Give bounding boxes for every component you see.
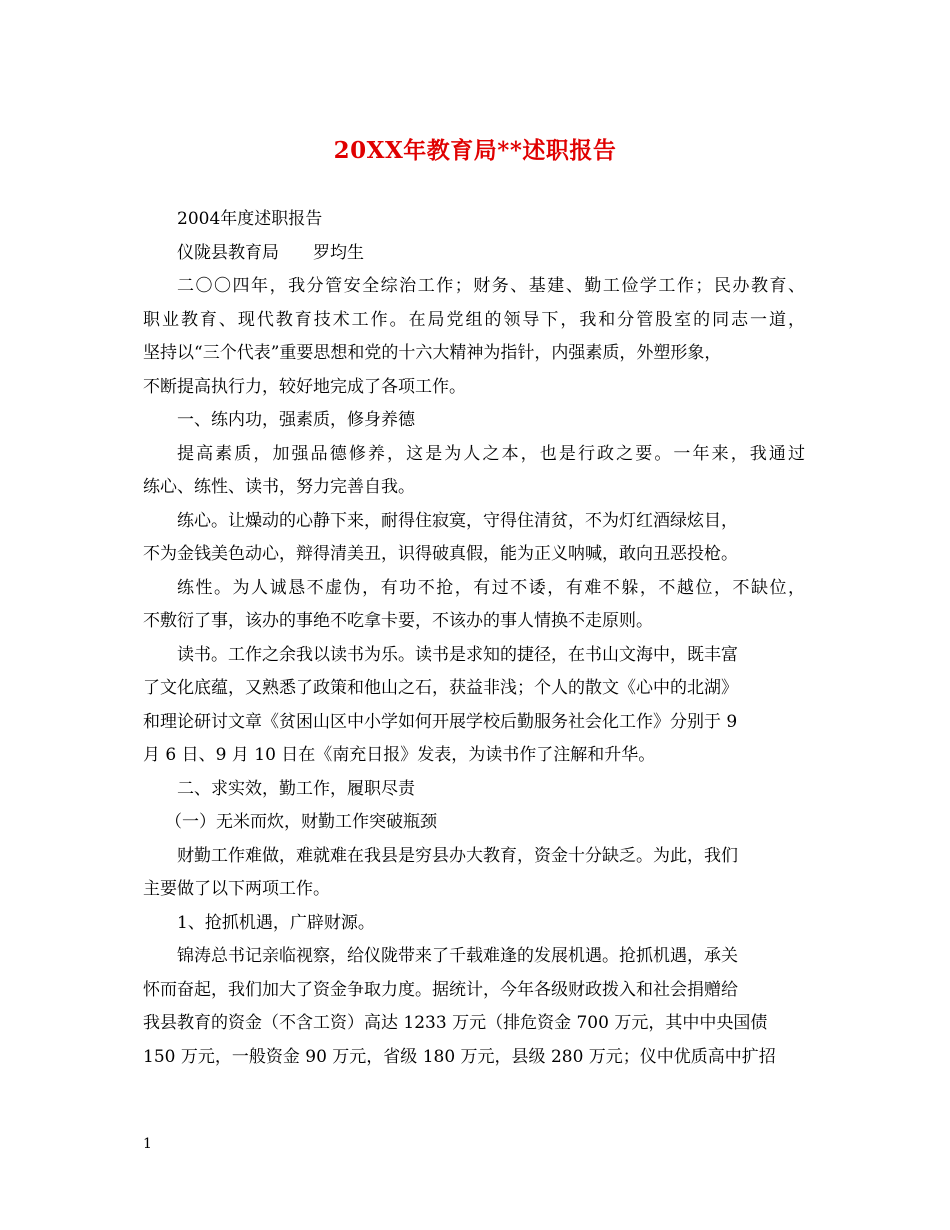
subtitle-line: 2004年度述职报告: [177, 209, 323, 229]
paragraph-line: 练性。为人诚恳不虚伪，有功不抢，有过不诿，有难不躲，不越位，不缺位，: [177, 577, 805, 598]
paragraph-line: 练心、练性、读书，努力完善自我。: [143, 477, 415, 497]
subsection-heading: 1、抢抓机遇，广辟财源。: [177, 912, 375, 933]
paragraph-line: 读书。工作之余我以读书为乐。读书是求知的捷径，在书山文海中，既丰富: [177, 644, 738, 665]
document-body: [143, 203, 805, 1074]
document-title: 20XX年教育局**述职报告: [333, 137, 617, 164]
paragraph-line: 财勤工作难做，难就难在我县是穷县办大教育，资金十分缺乏。为此，我们: [177, 845, 738, 866]
paragraph-line: 不敷衍了事，该办的事绝不吃拿卡要，不该办的事人情换不走原则。: [143, 611, 653, 631]
paragraph-line: 职业教育、现代教育技术工作。在局党组的领导下，我和分管股室的同志一道，: [143, 309, 805, 330]
paragraph-line: 不断提高执行力，较好地完成了各项工作。: [143, 376, 466, 397]
paragraph-line: 了文化底蕴，又熟悉了政策和他山之石，获益非浅；个人的散文《心中的北湖》: [143, 678, 738, 698]
paragraph-line: 提高素质，加强品德修养，这是为人之本，也是行政之要。一年来，我通过: [177, 443, 805, 464]
section-heading: 一、练内功，强素质，修身养德: [177, 410, 415, 430]
section-heading: 二、求实效，勤工作，履职尽责: [177, 778, 415, 799]
page-number: 1: [143, 1136, 152, 1152]
paragraph-line: 和理论研讨文章《贫困山区中小学如何开展学校后勤服务社会化工作》分别于 9: [143, 711, 738, 732]
paragraph-line: 锦涛总书记亲临视察，给仪陇带来了千载难逢的发展机遇。抢抓机遇，承关: [177, 946, 738, 966]
subsection-heading: （一）无米而炊，财勤工作突破瓶颈: [165, 812, 437, 832]
paragraph-line: 坚持以“三个代表”重要思想和党的十六大精神为指针，内强素质，外塑形象，: [143, 343, 722, 363]
paragraph-line: 我县教育的资金（不含工资）高达 1233 万元（排危资金 700 万元，其中中央国债: [143, 1013, 768, 1033]
paragraph-line: 不为金钱美色动心，辩得清美丑，识得破真假，能为正义呐喊，敢向丑恶投枪。: [143, 544, 738, 564]
paragraph-line: 月 6 日、9 月 10 日在《南充日报》发表，为读书作了注解和升华。: [143, 745, 656, 765]
paragraph-line: 二〇〇四年，我分管安全综治工作；财务、基建、勤工俭学工作；民办教育、: [177, 276, 805, 296]
paragraph-line: 练心。让燥动的心静下来，耐得住寂寞，守得住清贫，不为灯红酒绿炫目，: [177, 510, 738, 531]
paragraph-line: 怀而奋起，我们加大了资金争取力度。据统计，今年各级财政拨入和社会捐赠给: [143, 979, 738, 1000]
paragraph-line: 150 万元，一般资金 90 万元，省级 180 万元，县级 280 万元；仪中优质高中扩招: [143, 1046, 776, 1067]
paragraph-line: 主要做了以下两项工作。: [143, 879, 330, 899]
author-line: 仪陇县教育局 罗均生: [177, 242, 364, 263]
